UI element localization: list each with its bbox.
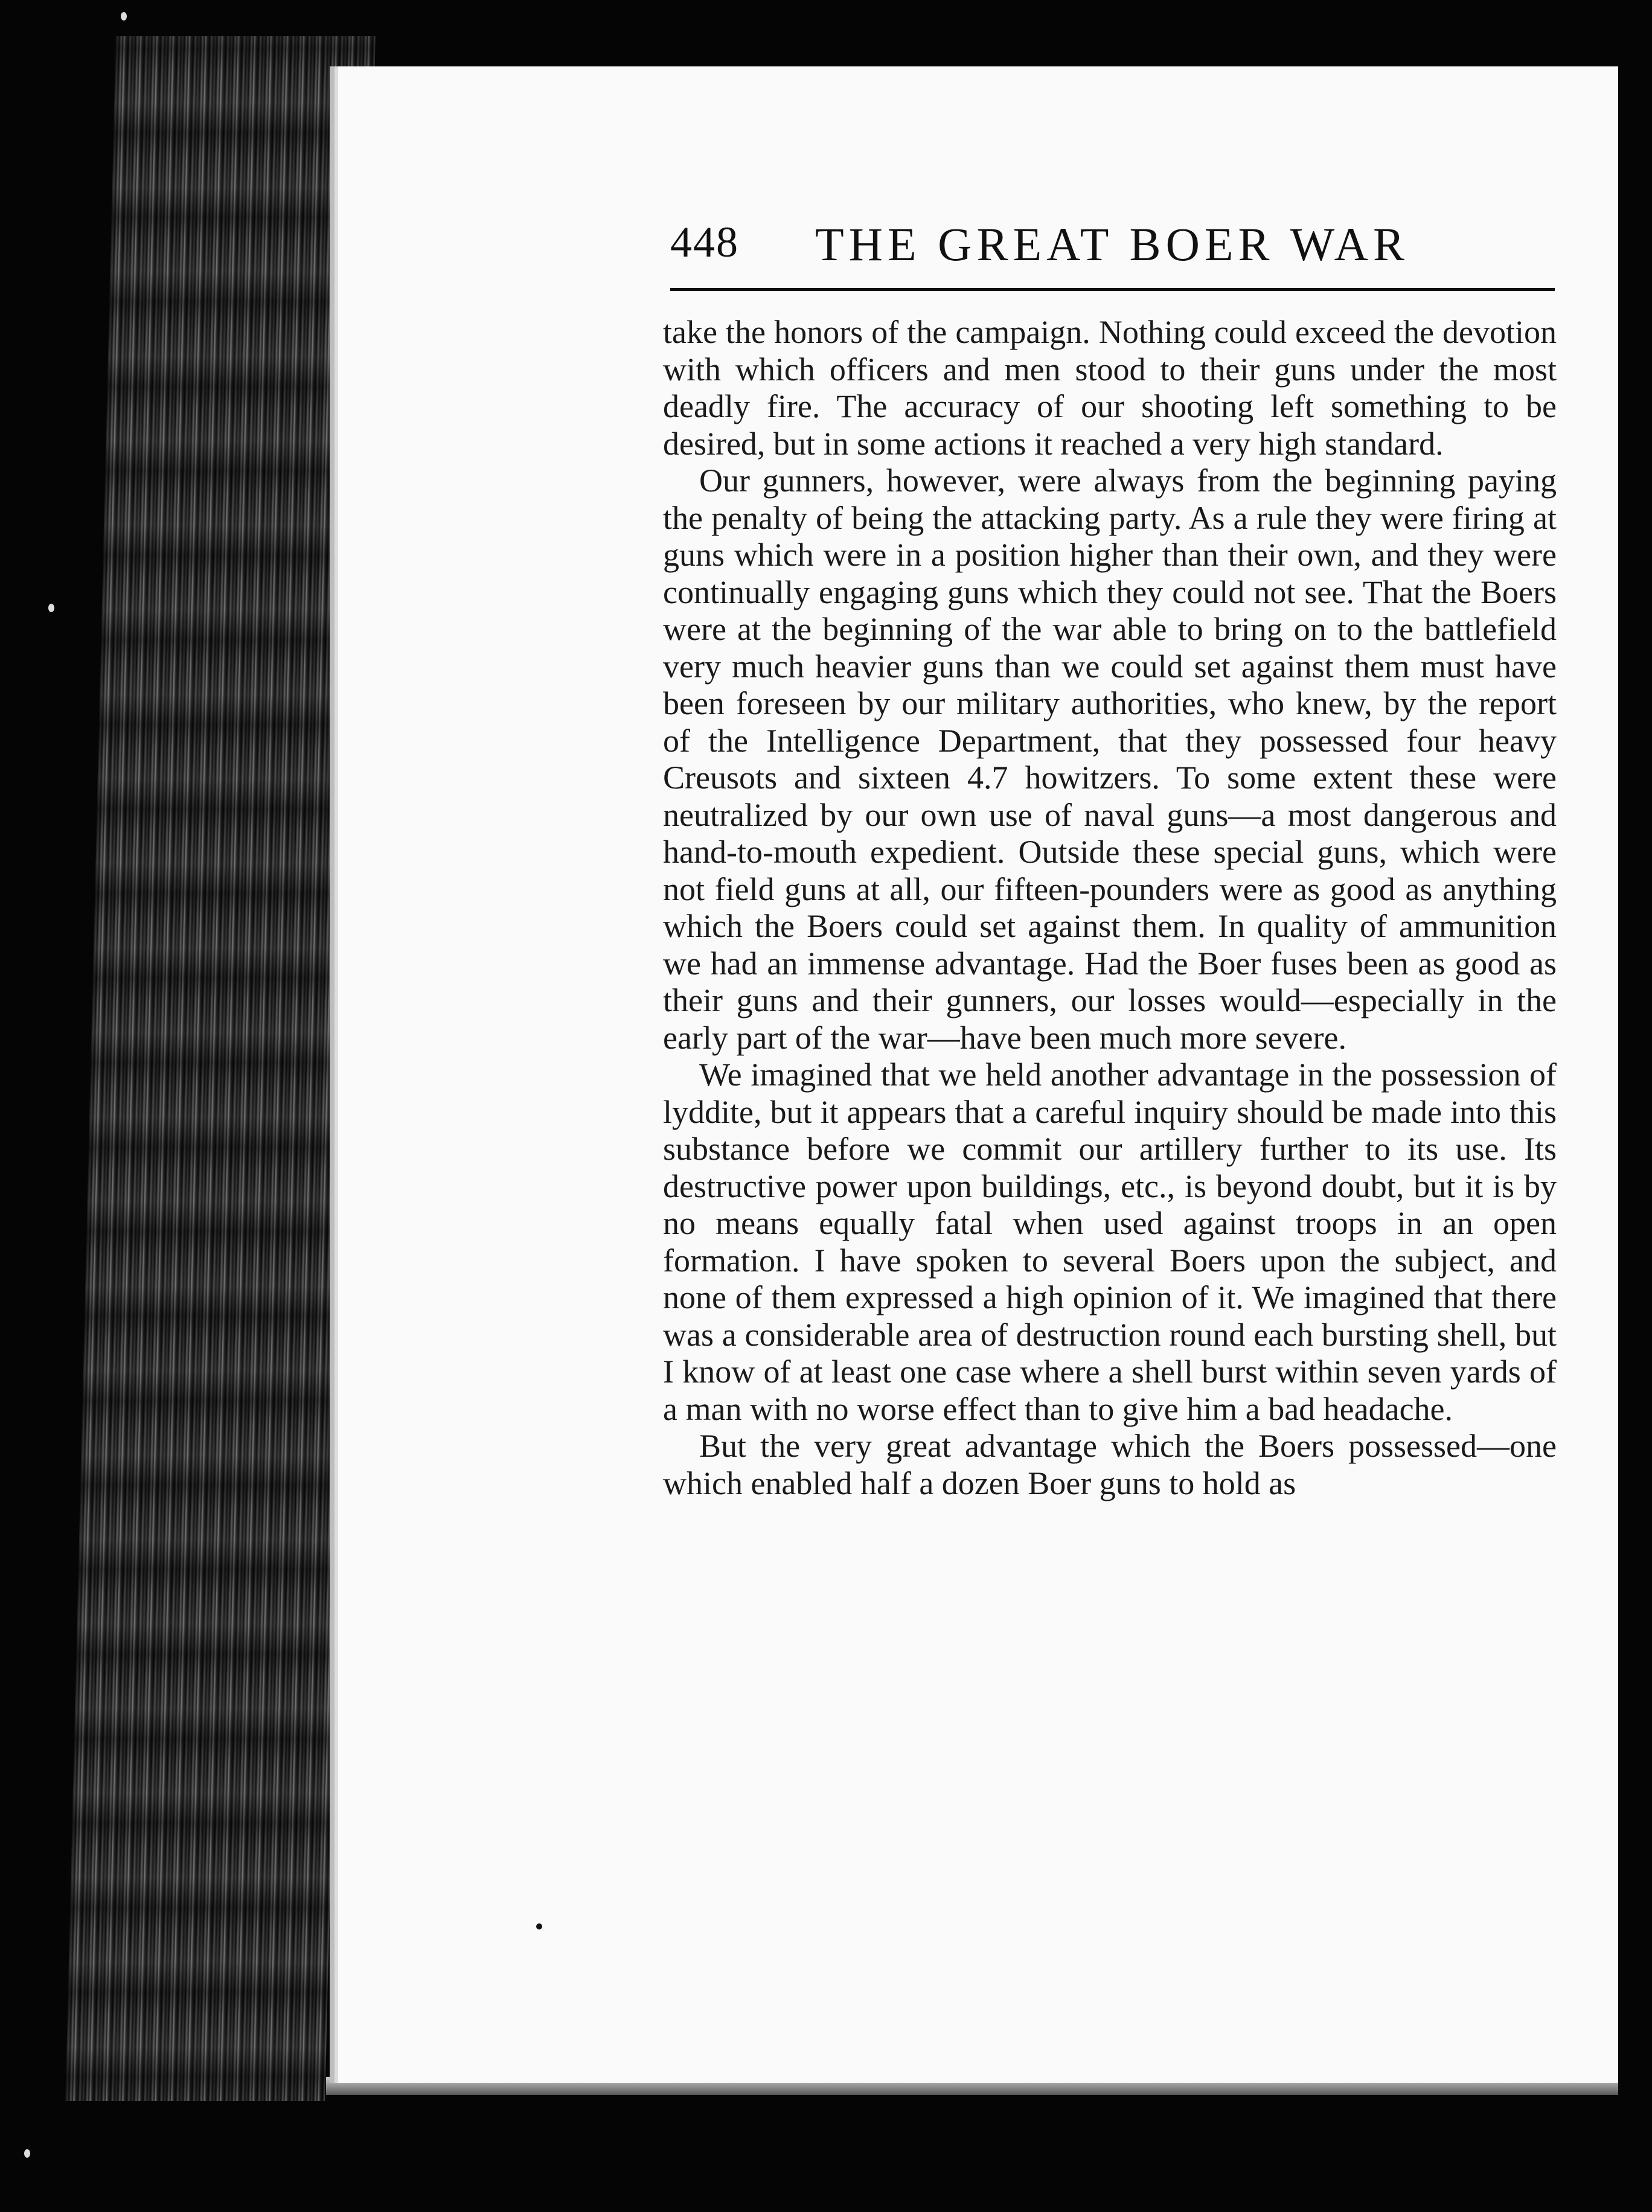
page-mark [536, 1923, 542, 1929]
scan-speck [48, 604, 54, 612]
paragraph: Our gunners, however, were always from the beginning paying the penalty of being the attacking party. As a rule they were firing at guns which were in a position higher than their own, and they were continually engaging guns which they could not see. That the Boers were at the beginning of the war able to bring on to the battlefield very much heavier guns than we could set against them must have been foreseen by our military authorities, who knew, by the report of the Intelligence Department, that they possessed four heavy Creusots and sixteen 4.7 howitzers. To some extent these were neutralized by our own use of naval guns—a most dangerous and hand-to-mouth expedient. Outside these special guns, which were not field guns at all, our fifteen-pounders were as good as anything which the Boers could set against them. In quality of ammunition we had an immense advantage. Had the Boer fuses been as good as their guns and their gunners, our losses would—especially in the early part of the war—have been much more severe. [663, 462, 1557, 1056]
paragraph: We imagined that we held another advantage in the possession of lyddite, but it appears that a careful inquiry should be made into this substance before we commit our artillery further to its use. Its destructive power upon buildings, etc., is beyond doubt, but it is by no means equally fatal when used against troops in an open formation. I have spoken to several Boers upon the subject, and none of them expressed a high opinion of it. We imagined that there was a considerable area of destruction round each bursting shell, but I know of at least one case where a shell burst within seven yards of a man with no worse effect than to give him a bad headache. [663, 1056, 1557, 1427]
scan-speck [24, 2149, 30, 2158]
body-text [663, 314, 1557, 1502]
paragraph: But the very great advantage which the Boers possessed—one which enabled half a dozen Boer guns to hold as [663, 1428, 1557, 1501]
page-number: 448 [670, 218, 739, 266]
scan-speck [121, 12, 127, 21]
header-rule [670, 288, 1555, 291]
page-edges [65, 36, 376, 2101]
paragraph: take the honors of the campaign. Nothing could exceed the devotion with which officers and men stood to their guns under the most deadly fire. The accuracy of our shooting left something to be desired, but in some actions it reached a very high standard. [663, 314, 1557, 462]
book-title: THE GREAT BOER WAR [815, 218, 1409, 270]
